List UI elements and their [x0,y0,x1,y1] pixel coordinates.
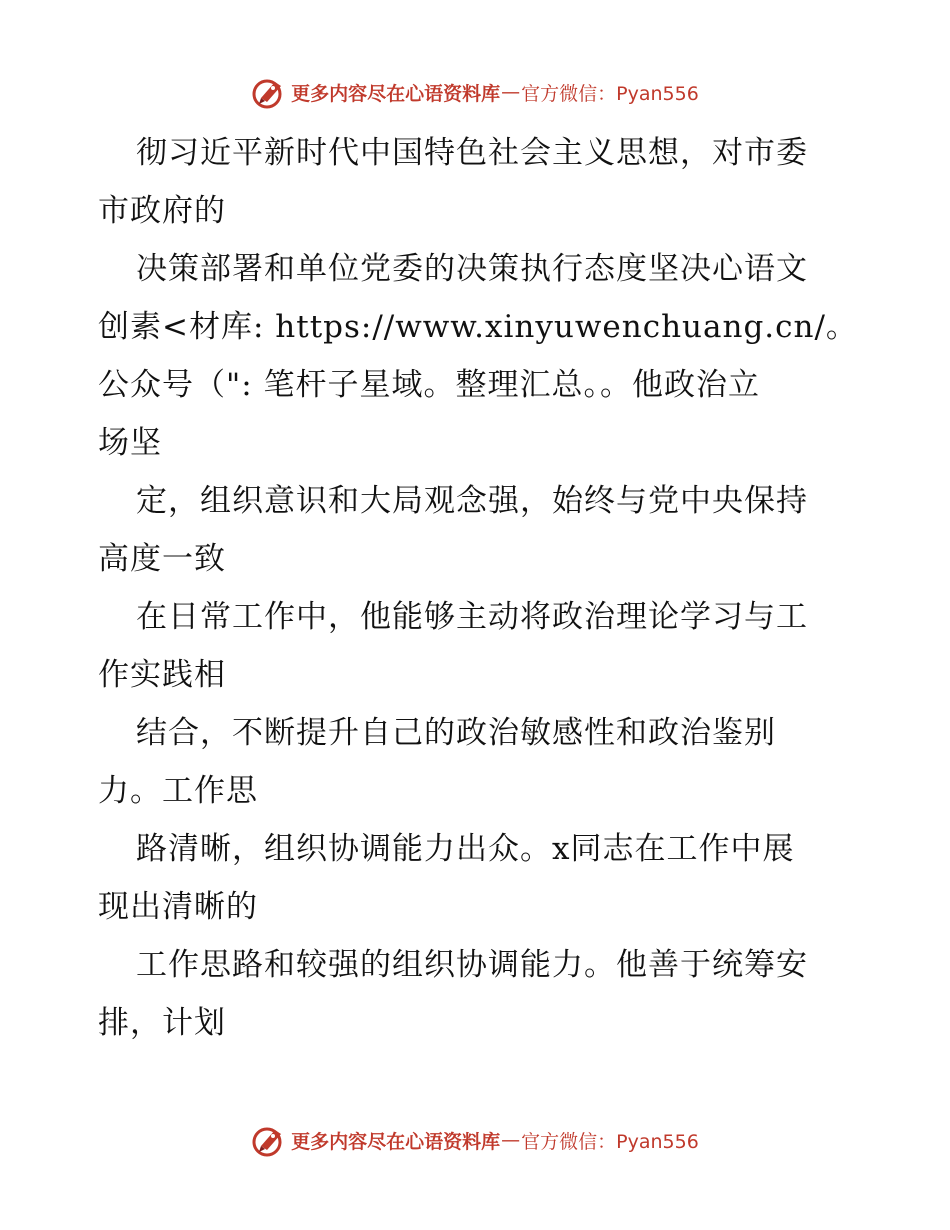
pen-nib-logo-icon [251,1122,287,1158]
pen-nib-logo-icon [251,74,287,110]
text-line-14: 现出清晰的 [98,889,258,925]
text-line-12: 力。工作思 [98,773,258,809]
header-banner [0,72,950,112]
text-line-10: 作实践相 [98,657,226,693]
text-line-7: 定，组织意识和大局观念强，始终与党中央保持 [136,483,808,519]
text-line-9: 在日常工作中，他能够主动将政治理论学习与工 [136,599,808,635]
text-line-8: 高度一致 [98,541,226,577]
document-body [98,124,858,1052]
banner-separator: — [501,81,521,103]
banner-title: 更多内容尽在心语资料库 [291,82,501,105]
text-line-1: 彻习近平新时代中国特色社会主义思想，对市委 [136,135,808,171]
text-line-16: 排，计划 [98,1005,226,1041]
text-line-15: 工作思路和较强的组织协调能力。他善于统筹安 [136,947,808,983]
banner-title: 更多内容尽在心语资料库 [291,1130,501,1153]
text-line-2: 市政府的 [98,193,226,229]
footer-banner [0,1120,950,1160]
text-line-6: 场坚 [98,425,162,461]
text-line-4: 创素<材库: https://www.xinyuwenchuang.cn/。 [98,309,858,345]
text-line-5: 公众号（": 笔杆子星域。整理汇总。。他政治立 [98,367,761,403]
banner-wechat: 官方微信：Pyan556 [521,1130,699,1153]
text-line-3: 决策部署和单位党委的决策执行态度坚决心语文 [136,251,808,287]
text-line-11: 结合，不断提升自己的政治敏感性和政治鉴别 [136,715,776,751]
banner-separator: — [501,1129,521,1151]
banner-wechat: 官方微信：Pyan556 [521,82,699,105]
text-line-13: 路清晰，组织协调能力出众。x同志在工作中展 [136,831,795,867]
